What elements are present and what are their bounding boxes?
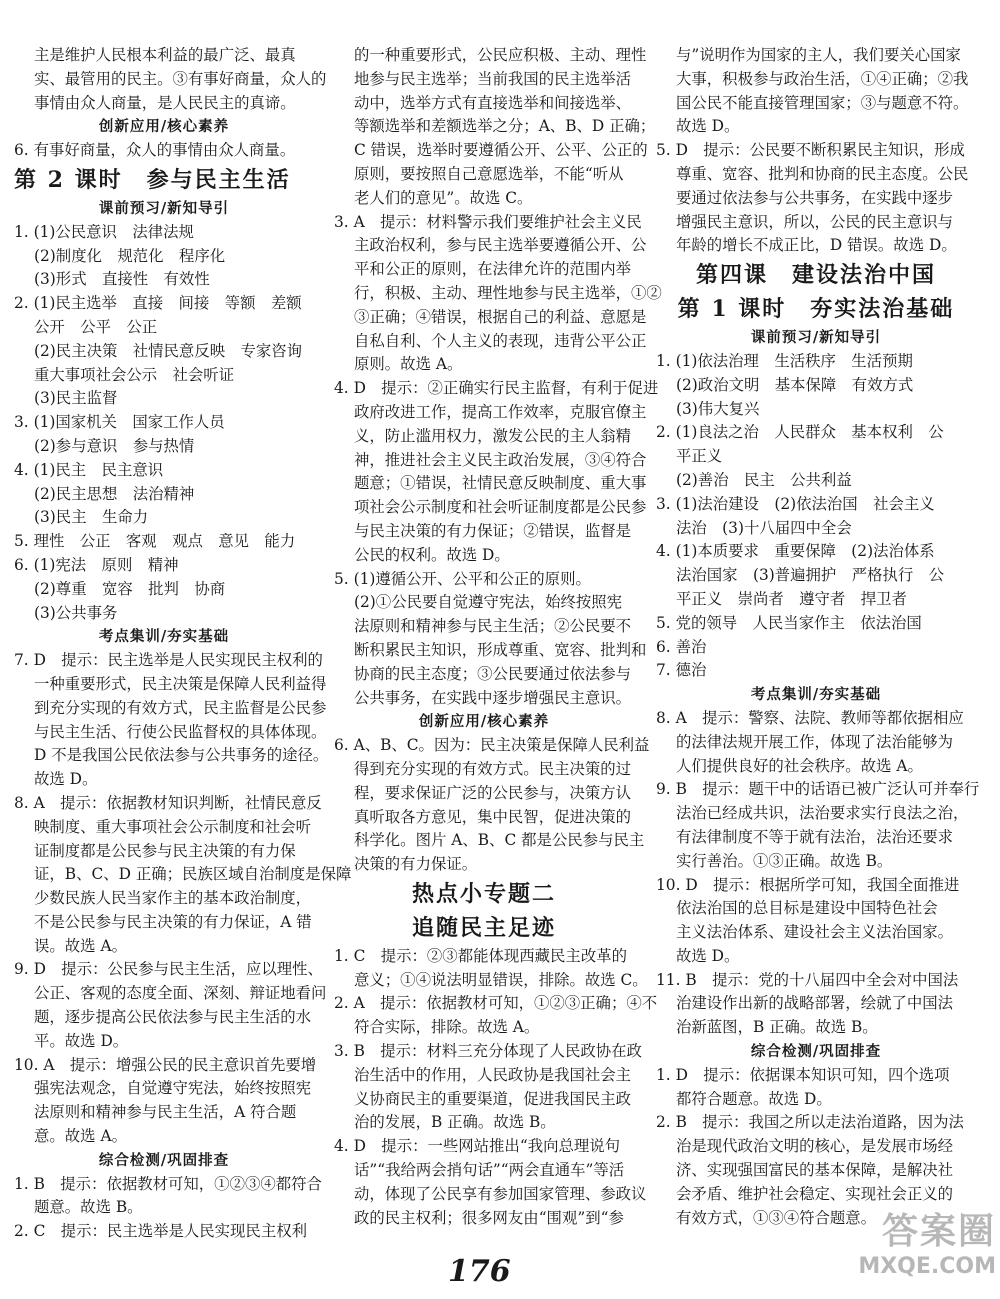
text-line: (2)民主思想 法治精神 [34, 484, 195, 503]
text-line: 大事，积极参与政治生活，①④正确；②我 [676, 69, 969, 88]
text-line: 映制度、重大事项社会公示制度和社会听 [34, 817, 312, 836]
text-line: 证，B、C、D 正确；民族区域自治制度是保障 [34, 865, 352, 884]
section-heading: 创新应用/核心素养 [418, 713, 550, 731]
text-line: 法治已经成共识，法治要求实行良法之治， [676, 804, 969, 823]
section-heading: 考点集训/夯实基础 [750, 686, 882, 704]
text-line: 10. A 提示：增强公民的民主意识首先要增 [14, 1055, 317, 1074]
text-line: 9. B 提示：题干中的话语已被广泛认可并奉行 [656, 780, 980, 799]
text-line: 题意。故选 B。 [34, 1198, 143, 1217]
topic-title: 热点小专题二 [411, 880, 556, 907]
text-line: 1. (1)公民意识 法律法规 [14, 222, 194, 241]
text-line: 符合实际，排除。故选 A。 [354, 1018, 540, 1037]
text-line: 题意；①错误，社情民意反映制度、重大事 [354, 474, 647, 493]
text-line: 主是维护人民根本利益的最广泛、最真 [34, 46, 296, 64]
text-line: 与民主决策的有力保证；②错误，监督是 [354, 521, 632, 540]
text-line: 3. (1)法治建设 (2)依法治国 社会主义 [656, 494, 935, 513]
text-line: (2)尊重 宽容 批判 协商 [34, 579, 226, 598]
text-line: 人们提供良好的社会秩序。故选 A。 [676, 756, 923, 775]
text-line: 决策的有力保证。 [354, 855, 478, 874]
text-line: 义，防止滥用权力，激发公民的主人翁精 [354, 426, 632, 445]
text-line: 程，要求保证广泛的公民参与，决策方认 [354, 783, 632, 802]
text-line: 话”“我给两会捎句话”“两会直通车”等活 [354, 1161, 625, 1180]
text-line: 的一种重要形式，公民应积极、主动、理性 [354, 46, 647, 64]
text-line: 2. C 提示：民主选举是人民实现民主权利 [14, 1222, 307, 1241]
text-line: 少数民族人民当家作主的基本政治制度， [34, 889, 312, 908]
text-line: 等额选举和差额选举之分；A、B、D 正确； [354, 117, 656, 136]
text-line: 有法律制度不等于就有法治，法治还要求 [676, 827, 954, 846]
text-line: 年龄的增长不成正比，D 错误。故选 D。 [676, 236, 957, 255]
text-line: 都符合题意。故选 D。 [676, 1089, 832, 1108]
text-line: 主政治权利，参与民主选举要遵循公开、公 [354, 236, 647, 255]
text-line: 的法律法规开展工作，体现了法治能够为 [676, 732, 954, 751]
text-line: 公民的权利。故选 D。 [354, 545, 510, 564]
text-line: (3)民主 生命力 [34, 508, 149, 527]
text-line: 与”说明作为国家的主人，我们要关心国家 [676, 46, 961, 64]
section-heading: 综合检测/巩固排查 [750, 1043, 882, 1061]
text-line: D 不是我国公民依法参与公共事务的途径。 [34, 746, 329, 765]
text-line: C 错误，选举时要遵循公开、公平、公正的 [354, 141, 648, 160]
section-heading: 课前预习/新知导引 [750, 329, 882, 347]
text-line: 2. (1)民主选举 直接 间接 等额 差额 [14, 294, 302, 313]
text-line: (3)伟大复兴 [676, 399, 760, 418]
text-line: 题，逐步提高公民依法参与民主生活的水 [34, 1008, 312, 1027]
text-line: 1. B 提示：依据教材可知，①②③④都符合 [14, 1174, 322, 1193]
text-line: 公开 公平 公正 [34, 317, 158, 336]
section-heading: 课前预习/新知导引 [98, 199, 230, 217]
text-line: 实、最管用的民主。③有事好商量，众人的 [34, 69, 327, 88]
text-line: 1. C 提示：②③都能体现西藏民主改革的 [334, 946, 627, 965]
text-line: 真听取各方意见，集中民智，促进决策的 [354, 807, 632, 826]
text-line: 动，体现了公民享有参加国家管理、参政议 [354, 1184, 647, 1203]
text-line: 故选 D。 [676, 946, 740, 965]
answer-column-2 [334, 44, 662, 1230]
text-line: 7. 德治 [656, 661, 707, 680]
text-line: 5. (1)遵循公开、公平和公正的原则。 [334, 569, 591, 588]
text-line: 项社会公示制度和社会听证制度都是公民参 [354, 498, 647, 517]
text-line: 强宪法观念，自觉遵守宪法，始终按照宪 [34, 1079, 312, 1098]
chapter-title: 第四课 建设法治中国 [695, 262, 936, 289]
text-line: 3. (1)国家机关 国家工作人员 [14, 413, 225, 432]
answer-column-1 [14, 44, 352, 1244]
text-line: 4. (1)民主 民主意识 [14, 460, 164, 479]
text-line: 4. D 提示：一些网站推出“我向总理说句 [334, 1137, 621, 1156]
topic-subtitle: 追随民主足迹 [411, 914, 556, 941]
text-line: 尊重、宽容、批判和协商的民主态度。公民 [676, 164, 969, 183]
text-line: (2)参与意识 参与热情 [34, 436, 195, 455]
section-heading: 综合检测/巩固排查 [98, 1151, 230, 1169]
text-line: 会矛盾、维护社会稳定、实现社会正义的 [676, 1184, 954, 1203]
text-line: 法原则和精神参与民主生活；②公民要不 [354, 617, 632, 636]
text-line: 4. (1)本质要求 重要保障 (2)法治体系 [656, 542, 935, 561]
text-line: 法治国家 (3)普遍拥护 严格执行 公 [676, 566, 945, 585]
text-line: 公正、客观的态度全面、深刻、辩证地看问 [34, 984, 327, 1003]
text-line: ③正确；④错误，根据自己的利益、意愿是 [354, 307, 647, 326]
text-line: (2)①公民要自觉遵守宪法，始终按照宪 [354, 593, 623, 612]
answer-column-3 [656, 44, 980, 1230]
text-line: 1. (1)依法治理 生活秩序 生活预期 [656, 351, 913, 370]
text-line: (2)政治文明 基本保障 有效方式 [676, 375, 914, 394]
text-line: 自私自利、个人主义的表现，违背公平公正 [354, 331, 647, 350]
watermark-logo [816, 1203, 996, 1293]
text-line: 6. 有事好商量，众人的事情由众人商量。 [14, 141, 296, 160]
text-line: 10. D 提示：根据所学可知，我国全面推进 [656, 875, 960, 894]
text-line: 误。故选 A。 [34, 936, 127, 955]
page-number: 176 [448, 1254, 511, 1289]
text-line: 实行善治。①③正确。故选 B。 [676, 851, 893, 870]
text-line: 地参与民主选举；当前我国的民主选举活 [354, 69, 632, 88]
text-line: (3)民主监督 [34, 389, 118, 408]
text-line: 5. 党的领导 人民当家作主 依法治国 [656, 613, 922, 632]
text-line: (2)民主决策 社情民意反映 专家咨询 [34, 341, 303, 360]
text-line: 神，推进社会主义民主政治发展，③④符合 [354, 450, 647, 469]
text-line: 国公民不能直接管理国家；③与题意不符。 [676, 93, 969, 112]
text-line: 主义法治体系、建设社会主义法治国家。 [676, 923, 954, 942]
section-heading: 创新应用/核心素养 [98, 118, 230, 136]
text-line: 增强民主意识，所以，公民的民主意识与 [676, 212, 954, 231]
text-line: 证制度都是公民参与民主决策的有力保 [34, 841, 296, 860]
text-line: 平正义 [676, 447, 723, 466]
text-line: 断积累民主知识，形成尊重、宽容、批判和 [354, 640, 647, 659]
text-line: 治生活中的作用，人民政协是我国社会主 [354, 1065, 632, 1084]
text-line: 政府改进工作，提高工作效率，克服官僚主 [354, 402, 647, 421]
text-line: 意义；①④说法明显错误，排除。故选 C。 [354, 970, 648, 989]
text-line: 2. A 提示：依据教材可知，①②③正确；④不 [334, 994, 658, 1013]
text-line: 行，积极、主动、理性地参与民主选举，①② [354, 283, 662, 302]
text-line: 到充分实现的有效方式，民主监督是公民参 [34, 698, 327, 717]
text-line: 7. D 提示：民主选举是人民实现民主权利的 [14, 651, 323, 670]
text-line: 原则。故选 A。 [354, 355, 463, 374]
text-line: 济、实现强国富民的基本保障，是解决社 [676, 1161, 954, 1180]
text-line: 治建设作出新的战略部署，绘就了中国法 [676, 994, 954, 1013]
text-line: 有效方式，①③④符合题意。 [676, 1208, 877, 1227]
text-line: (2)制度化 规范化 程序化 [34, 246, 226, 265]
section-heading: 考点集训/夯实基础 [98, 628, 230, 646]
text-line: 6. A、B、C。因为：民主决策是保障人民利益 [334, 736, 650, 755]
text-line: 义协商民主的重要渠道，促进我国民主政 [354, 1089, 632, 1108]
watermark-text: 答案圈 [881, 1211, 996, 1252]
text-line: 5. D 提示：公民要不断积累民主知识，形成 [656, 141, 965, 160]
text-line: 与民主生活、行使公民监督权的具体体现。 [34, 722, 327, 741]
text-line: 4. D 提示：②正确实行民主监督，有利于促进 [334, 379, 659, 398]
text-line: 6. 善治 [656, 637, 707, 656]
text-line: (2)善治 民主 公共利益 [676, 470, 852, 489]
text-line: 依法治国的总目标是建设中国特色社会 [676, 899, 938, 918]
watermark-url: MXQE.COM [858, 1254, 996, 1279]
text-line: 3. A 提示：材料警示我们要维护社会主义民 [334, 212, 642, 231]
lesson-title: 第 1 课时 夯实法治基础 [677, 296, 955, 323]
text-line: 科学化。图片 A、B、C 都是公民参与民主 [354, 831, 645, 850]
text-line: 9. D 提示：公民参与民主生活，应以理性、 [14, 960, 323, 979]
text-line: 5. 理性 公正 客观 观点 意见 能力 [14, 532, 296, 551]
lesson-title: 第 2 课时 参与民主生活 [14, 166, 291, 193]
text-line: 1. D 提示：依据课本知识可知，四个选项 [656, 1065, 950, 1084]
text-line: 事情由众人商量，是人民民主的真谛。 [34, 93, 296, 112]
text-line: 3. B 提示：材料三充分体现了人民政协在政 [334, 1042, 642, 1061]
text-line: 治是现代政治文明的核心，是发展市场经 [676, 1137, 954, 1156]
text-line: 故选 D。 [676, 117, 740, 136]
text-line: 治的发展，B 正确。故选 B。 [354, 1113, 556, 1132]
text-line: 意。故选 A。 [34, 1127, 127, 1146]
text-line: 平。故选 D。 [34, 1031, 129, 1050]
text-line: 2. (1)良法之治 人民群众 基本权利 公 [656, 423, 944, 442]
text-line: 法治 (3)十八届四中全会 [676, 518, 852, 537]
text-line: 故选 D。 [34, 770, 98, 789]
text-line: 公共事务，在实践中逐步增强民主意识。 [354, 688, 632, 707]
text-line: (3)形式 直接性 有效性 [34, 270, 210, 289]
text-line: 平正义 崇尚者 遵守者 捍卫者 [676, 589, 907, 608]
text-line: 6. (1)宪法 原则 精神 [14, 555, 179, 574]
text-line: 政的民主权利；很多网友由“围观”到“参 [354, 1208, 624, 1227]
text-line: 重大事项社会公示 社会听证 [34, 365, 235, 384]
text-line: 不是公民参与民主决策的有力保证，A 错 [34, 912, 312, 931]
text-line: 一种重要形式，民主决策是保障人民利益得 [34, 674, 327, 693]
text-line: 8. A 提示：警察、法院、教师等都依据相应 [656, 708, 964, 727]
text-line: 得到充分实现的有效方式。民主决策的过 [354, 759, 632, 778]
text-line: 8. A 提示：依据教材知识判断，社情民意反 [14, 793, 322, 812]
text-line: 协商的民主态度；③公民要通过依法参与 [354, 664, 632, 683]
text-line: 11. B 提示：党的十八届四中全会对中国法 [656, 970, 959, 989]
text-line: 平和公正的原则，在法律允许的范围内举 [354, 260, 632, 279]
text-line: 动中，选举方式有直接选举和间接选举、 [354, 93, 632, 112]
text-line: 法原则和精神参与民主生活，A 符合题 [34, 1103, 297, 1122]
text-line: 2. B 提示：我国之所以走法治道路，因为法 [656, 1113, 964, 1132]
text-line: 老人们的意见”。故选 C。 [354, 188, 533, 207]
text-line: 治新蓝图，B 正确。故选 B。 [676, 1018, 878, 1037]
text-line: 要通过依法参与公共事务，在实践中逐步 [676, 188, 954, 207]
text-line: (3)公共事务 [34, 603, 118, 622]
text-line: 原则，要按照自己意愿选举，不能“听从 [354, 164, 624, 183]
